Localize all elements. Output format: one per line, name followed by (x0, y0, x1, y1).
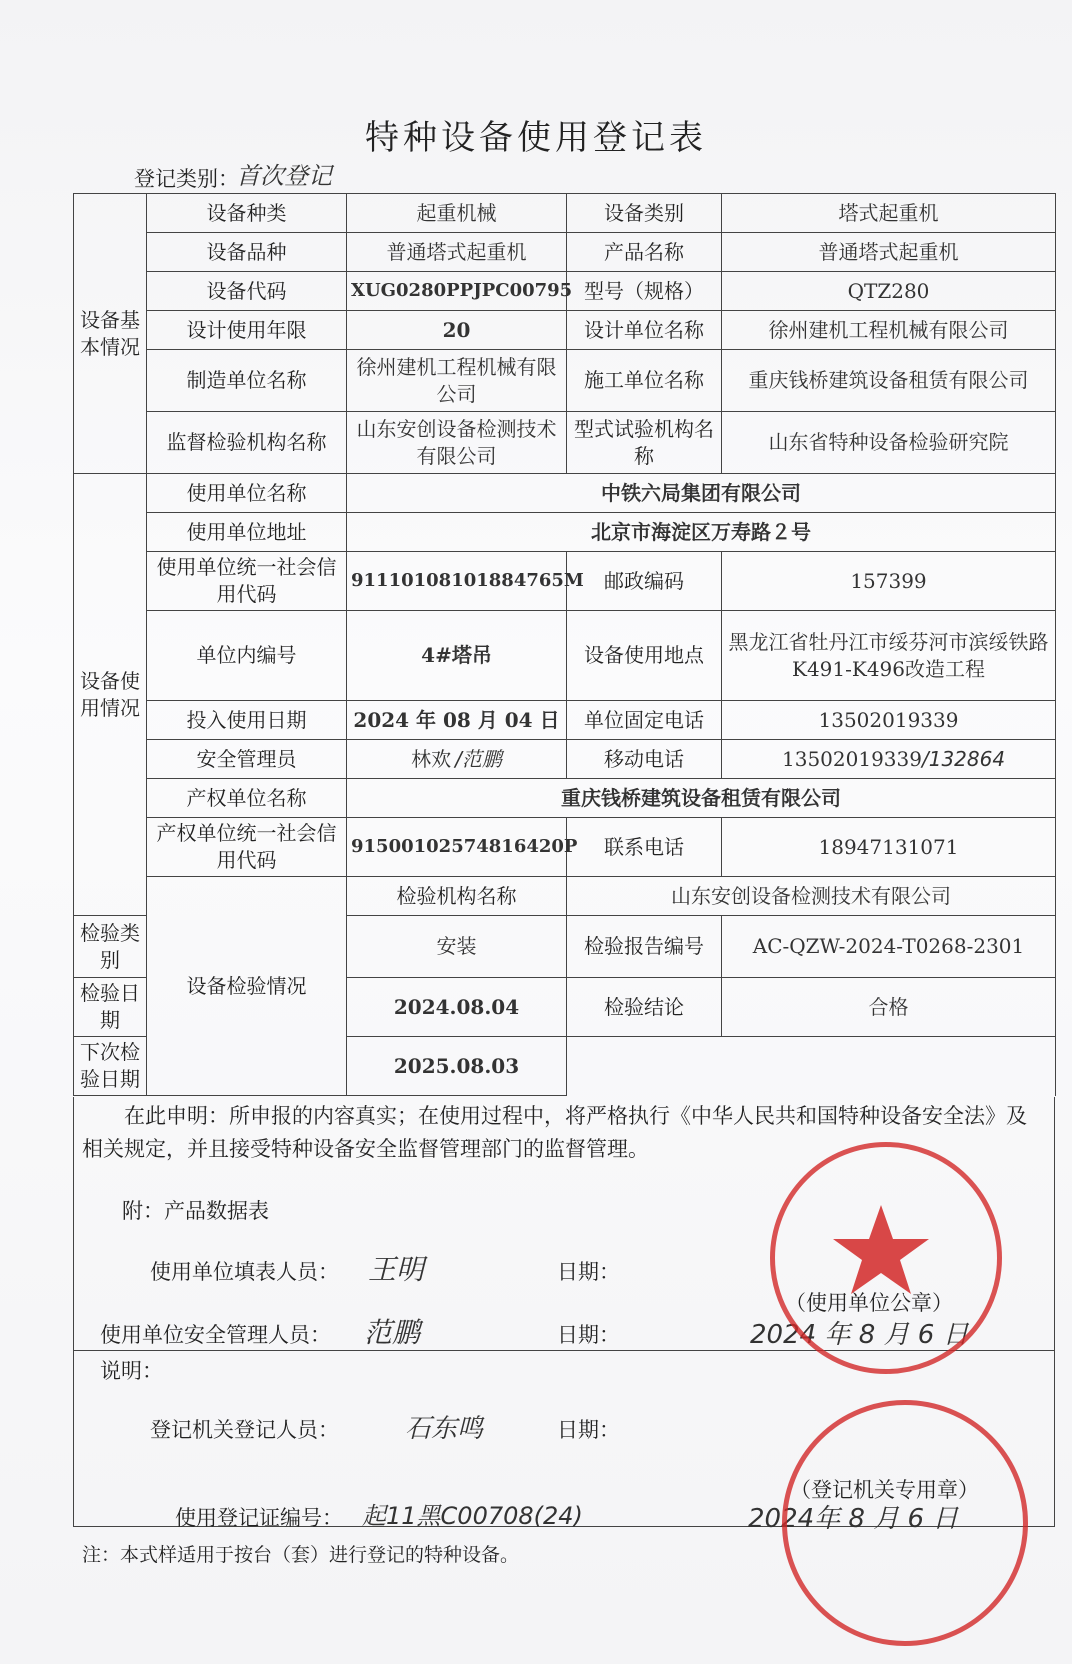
label-location: 设备使用地点 (567, 611, 722, 701)
value-design-unit: 徐州建机工程机械有限公司 (722, 311, 1056, 350)
section-usage: 设备使用情况 (74, 474, 147, 916)
safety-manager-signature: 范鹏 (364, 1316, 421, 1349)
mobile-handwritten: /132864 (921, 746, 1006, 771)
label-user-unit: 使用单位名称 (147, 474, 347, 513)
filler-signature: 王明 (368, 1253, 425, 1286)
safety-manager-handwritten: /范鹏 (455, 746, 502, 771)
label-inspection-result: 检验结论 (567, 978, 722, 1037)
footer-note: 注：本式样适用于按台（套）进行登记的特种设备。 (82, 1544, 520, 1566)
label-design-unit: 设计单位名称 (567, 311, 722, 350)
filler-label: 使用单位填表人员： (150, 1260, 339, 1284)
label-manufacturer: 制造单位名称 (147, 350, 347, 412)
label-fixed-tel: 单位固定电话 (567, 701, 722, 740)
value-product-name: 普通塔式起重机 (722, 233, 1056, 272)
filler-date-label: 日期： (557, 1260, 620, 1284)
blank-cell (567, 1037, 1056, 1096)
label-start-date: 投入使用日期 (147, 701, 347, 740)
safety-manager-sign-label: 使用单位安全管理人员： (100, 1323, 331, 1347)
value-design-life: 20 (347, 311, 567, 350)
label-contact-tel: 联系电话 (567, 818, 722, 877)
value-construction-unit: 重庆钱桥建筑设备租赁有限公司 (722, 350, 1056, 412)
label-equipment-code: 设备代码 (147, 272, 347, 311)
label-type-test-org: 型式试验机构名称 (567, 412, 722, 474)
section-basic: 设备基本情况 (74, 194, 147, 474)
label-supervision-org: 监督检验机构名称 (147, 412, 347, 474)
label-design-life: 设计使用年限 (147, 311, 347, 350)
value-equipment-category: 塔式起重机 (722, 194, 1056, 233)
notes-label: 说明： (100, 1359, 163, 1383)
company-seal (770, 1142, 1002, 1374)
label-postcode: 邮政编码 (567, 552, 722, 611)
value-inspection-result: 合格 (722, 978, 1056, 1037)
label-inspection-date: 检验日期 (74, 978, 147, 1037)
value-mobile: 13502019339/132864 (722, 740, 1056, 779)
sign-date: 2024 年 8 月 6 日 (750, 1320, 969, 1350)
cert-number-label: 使用登记证编号： (175, 1506, 343, 1530)
value-manufacturer: 徐州建机工程机械有限公司 (347, 350, 567, 412)
value-user-unit: 中铁六局集团有限公司 (347, 474, 1056, 513)
value-user-credit-code: 91110108101884765M (347, 552, 567, 611)
authority-seal-label: （登记机关专用章） (790, 1478, 979, 1502)
label-mobile: 移动电话 (567, 740, 722, 779)
label-report-number: 检验报告编号 (567, 916, 722, 978)
label-inspection-org: 检验机构名称 (347, 877, 567, 916)
label-inner-number: 单位内编号 (147, 611, 347, 701)
registration-type-value: 首次登记 (236, 162, 332, 190)
label-safety-manager: 安全管理员 (147, 740, 347, 779)
registrar-label: 登记机关登记人员： (150, 1418, 339, 1442)
declaration-text: 在此申明：所申报的内容真实；在使用过程中，将严格执行《中华人民共和国特种设备安全法》及相关规定，并且接受特种设备安全监督管理部门的监督管理。 (82, 1104, 1027, 1161)
value-inspection-org: 山东安创设备检测技术有限公司 (567, 877, 1056, 916)
cert-number: 起11黑C00708(24) (362, 1502, 583, 1530)
label-equipment-variety: 设备品种 (147, 233, 347, 272)
value-owner: 重庆钱桥建筑设备租赁有限公司 (347, 779, 1056, 818)
section-inspection: 设备检验情况 (147, 877, 347, 1096)
label-model: 型号（规格） (567, 272, 722, 311)
document-title: 特种设备使用登记表 (365, 118, 707, 158)
registration-type-label: 登记类别： (134, 167, 239, 191)
value-next-inspection: 2025.08.03 (347, 1037, 567, 1096)
unit-seal-label: （使用单位公章） (785, 1291, 953, 1315)
registrar-signature: 石东鸣 (405, 1414, 484, 1444)
seal-date: 2024年 8 月 6 日 (748, 1504, 959, 1534)
value-inspection-type: 安装 (347, 916, 567, 978)
authority-seal (782, 1400, 1028, 1646)
label-product-name: 产品名称 (567, 233, 722, 272)
value-equipment-code: XUG0280PPJPC00795 (347, 272, 567, 311)
value-fixed-tel: 13502019339 (722, 701, 1056, 740)
label-equipment-category: 设备类别 (567, 194, 722, 233)
value-inner-number: 4#塔吊 (347, 611, 567, 701)
value-user-address: 北京市海淀区万寿路２号 (347, 513, 1056, 552)
value-type-test-org: 山东省特种设备检验研究院 (722, 412, 1056, 474)
value-contact-tel: 18947131071 (722, 818, 1056, 877)
label-inspection-type: 检验类别 (74, 916, 147, 978)
value-equipment-type: 起重机械 (347, 194, 567, 233)
label-next-inspection: 下次检验日期 (74, 1037, 147, 1096)
value-equipment-variety: 普通塔式起重机 (347, 233, 567, 272)
value-supervision-org: 山东安创设备检测技术有限公司 (347, 412, 567, 474)
value-location: 黑龙江省牡丹江市绥芬河市滨绥铁路K491-K496改造工程 (722, 611, 1056, 701)
label-owner: 产权单位名称 (147, 779, 347, 818)
value-model: QTZ280 (722, 272, 1056, 311)
value-report-number: AC-QZW-2024-T0268-2301 (722, 916, 1056, 978)
label-equipment-type: 设备种类 (147, 194, 347, 233)
label-owner-credit-code: 产权单位统一社会信用代码 (147, 818, 347, 877)
label-construction-unit: 施工单位名称 (567, 350, 722, 412)
label-user-credit-code: 使用单位统一社会信用代码 (147, 552, 347, 611)
value-start-date: 2024 年 08 月 04 日 (347, 701, 567, 740)
value-owner-credit-code: 91500102574816420P (347, 818, 567, 877)
value-inspection-date: 2024.08.04 (347, 978, 567, 1037)
attachment-label: 附：产品数据表 (122, 1199, 269, 1223)
registration-table (73, 193, 1056, 1096)
registrar-date-label: 日期： (557, 1418, 620, 1442)
value-postcode: 157399 (722, 552, 1056, 611)
value-safety-manager: 林欢 /范鹏 (347, 740, 567, 779)
label-user-address: 使用单位地址 (147, 513, 347, 552)
safety-date-label: 日期： (557, 1323, 620, 1347)
